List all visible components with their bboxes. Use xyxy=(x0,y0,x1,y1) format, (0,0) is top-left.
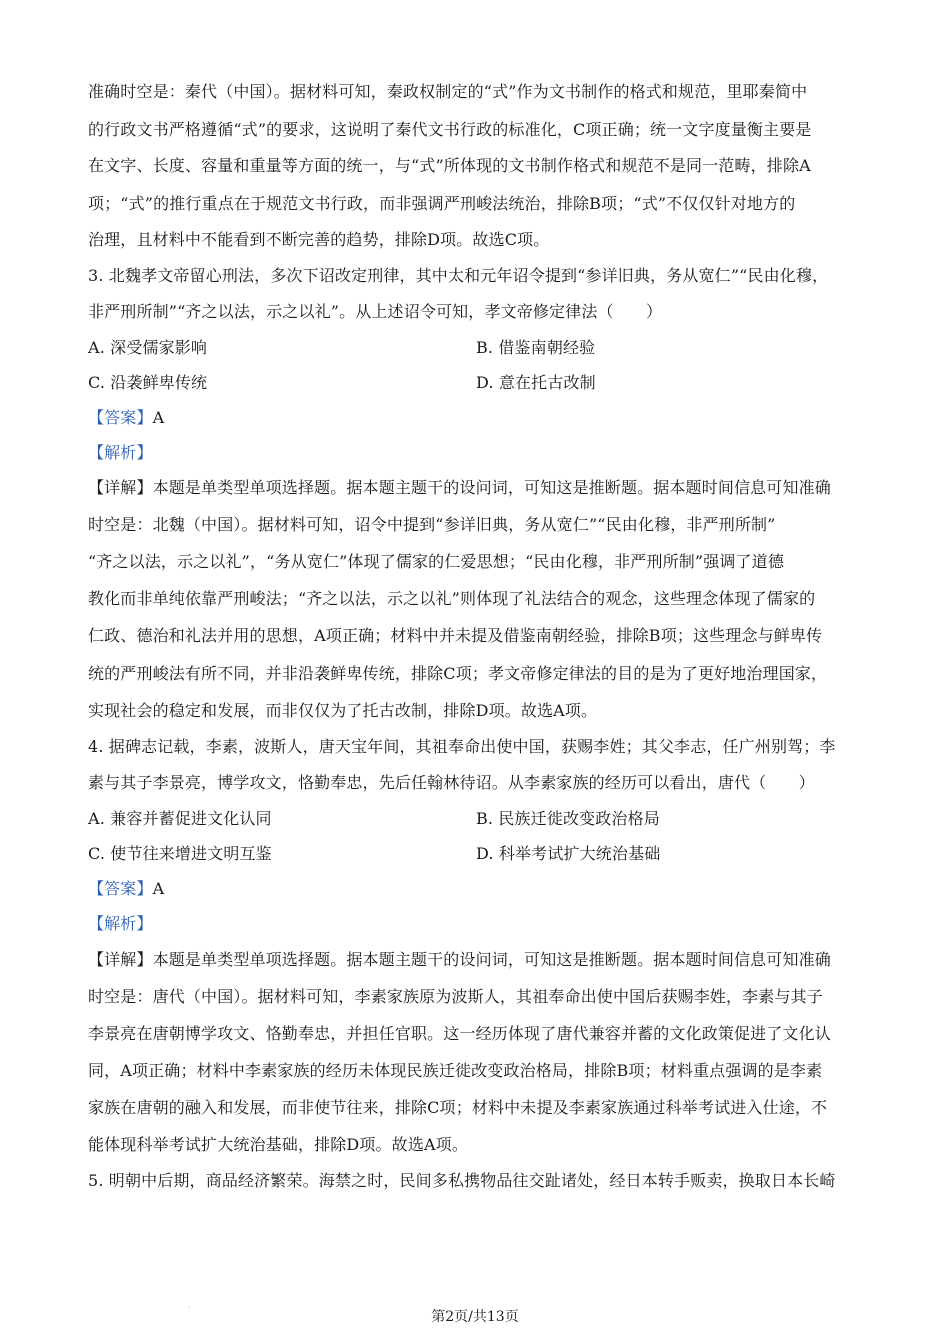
q4-option-d: D. 科举考试扩大统治基础 xyxy=(476,844,661,863)
q4-analysis-line xyxy=(88,914,153,934)
q3-answer-value: A xyxy=(152,408,165,427)
q4-detail-line-5: 家族在唐朝的融入和发展，而非使节往来，排除C项；材料中未提及李素家族通过科举考试进入仕途，不 xyxy=(88,1098,828,1117)
q3-detail-line-2: 时空是：北魏（中国）。据材料可知，诏令中提到“参详旧典，务从宽仁”“民由化穆，非严刑所制” xyxy=(88,515,776,534)
q4-detail-tag: 【详解】 xyxy=(88,950,153,969)
q4-stem-line-2: 素与其子李景亮，博学攻文，恪勤奉忠，先后任翰林待诏。从李素家族的经历可以看出，唐代（ ） xyxy=(88,773,815,792)
q4-detail-line-6: 能体现科举考试扩大统治基础，排除D项。故选A项。 xyxy=(88,1135,468,1154)
q3-detail-tag: 【详解】 xyxy=(88,478,153,497)
footer-dot: · xyxy=(188,1303,191,1312)
q3-analysis-tag: 【解析】 xyxy=(88,443,153,462)
q3-detail-text-1: 本题是单类型单项选择题。据本题主题干的设问词，可知这是推断题。据本题时间信息可知准确 xyxy=(152,478,831,497)
q5-stem-line-1: 5. 明朝中后期，商品经济繁荣。海禁之时，民间多私携物品往交趾诸处，经日本转手贩卖，换取日本长崎 xyxy=(88,1171,836,1190)
page-number: 第2页/共13页 xyxy=(431,1309,519,1325)
q4-detail-text-1: 本题是单类型单项选择题。据本题主题干的设问词，可知这是推断题。据本题时间信息可知准确 xyxy=(152,950,831,969)
q2-explanation-line-5: 治理，且材料中不能看到不断完善的趋势，排除D项。故选C项。 xyxy=(88,230,550,249)
q4-option-c: C. 使节往来增进文明互鉴 xyxy=(88,844,272,863)
q3-detail-line-1 xyxy=(88,478,831,498)
q4-detail-line-3: 李景亮在唐朝博学攻文、恪勤奉忠，并担任官职。这一经历体现了唐代兼容并蓄的文化政策促进了文化认 xyxy=(88,1024,831,1043)
q3-option-c: C. 沿袭鲜卑传统 xyxy=(88,373,208,392)
q4-option-a: A. 兼容并蓄促进文化认同 xyxy=(88,809,272,828)
q2-explanation-line-4: 项；“式”的推行重点在于规范文书行政，而非强调严刑峻法统治，排除B项；“式”不仅仅针对地方的 xyxy=(88,194,796,213)
q4-analysis-tag: 【解析】 xyxy=(88,914,153,933)
q4-stem-line-1: 4. 据碑志记载，李素，波斯人，唐天宝年间，其祖奉命出使中国，获赐李姓；其父李志，任广州别驾；李 xyxy=(88,737,836,756)
q4-detail-line-1 xyxy=(88,950,831,970)
q3-option-a: A. 深受儒家影响 xyxy=(88,338,208,357)
q4-option-b: B. 民族迁徙改变政治格局 xyxy=(476,809,660,828)
q4-answer-tag: 【答案】 xyxy=(88,879,153,898)
q3-detail-line-6: 统的严刑峻法有所不同，并非沿袭鲜卑传统，排除C项；孝文帝修定律法的目的是为了更好地治理国家， xyxy=(88,664,828,683)
q3-detail-line-3: “齐之以法，示之以礼”，“务从宽仁”体现了儒家的仁爱思想；“民由化穆，非严刑所制”强调了道德 xyxy=(88,552,784,571)
q2-explanation-line-1: 准确时空是：秦代（中国）。据材料可知，秦政权制定的“式”作为文书制作的格式和规范，里耶秦简中 xyxy=(88,82,808,101)
q4-detail-line-2: 时空是：唐代（中国）。据材料可知，李素家族原为波斯人，其祖奉命出使中国后获赐李姓，李素与其子 xyxy=(88,987,823,1006)
q3-stem-line-1: 3. 北魏孝文帝留心刑法，多次下诏改定刑律，其中太和元年诏令提到“参详旧典，务从宽仁”“民由化穆， xyxy=(88,266,829,285)
q3-stem-line-2: 非严刑所制”“齐之以法，示之以礼”。从上述诏令可知，孝文帝修定律法（ ） xyxy=(88,302,663,321)
q3-analysis-line xyxy=(88,443,153,463)
q2-explanation-line-2: 的行政文书严格遵循“式”的要求，这说明了秦代文书行政的标准化，C项正确；统一文字度量衡主要是 xyxy=(88,120,812,139)
q3-answer-line xyxy=(88,408,164,428)
q3-detail-line-4: 教化而非单纯依靠严刑峻法；“齐之以法，示之以礼”则体现了礼法结合的观念，这些理念体现了儒家的 xyxy=(88,589,816,608)
q3-option-b: B. 借鉴南朝经验 xyxy=(476,338,596,357)
q3-detail-line-7: 实现社会的稳定和发展，而非仅仅为了托古改制，排除D项。故选A项。 xyxy=(88,701,598,720)
q4-detail-line-4: 同，A项正确；材料中李素家族的经历未体现民族迁徙改变政治格局，排除B项；材料重点强调的是李素 xyxy=(88,1061,823,1080)
q2-explanation-line-3: 在文字、长度、容量和重量等方面的统一，与“式”所体现的文书制作格式和规范不是同一范畴，排除A xyxy=(88,156,811,175)
q3-detail-line-5: 仁政、德治和礼法并用的思想，A项正确；材料中并未提及借鉴南朝经验，排除B项；这些理念与鲜卑传 xyxy=(88,626,823,645)
q4-answer-line xyxy=(88,879,164,899)
q3-answer-tag: 【答案】 xyxy=(88,408,153,427)
q4-answer-value: A xyxy=(152,879,165,898)
q3-option-d: D. 意在托古改制 xyxy=(476,373,596,392)
